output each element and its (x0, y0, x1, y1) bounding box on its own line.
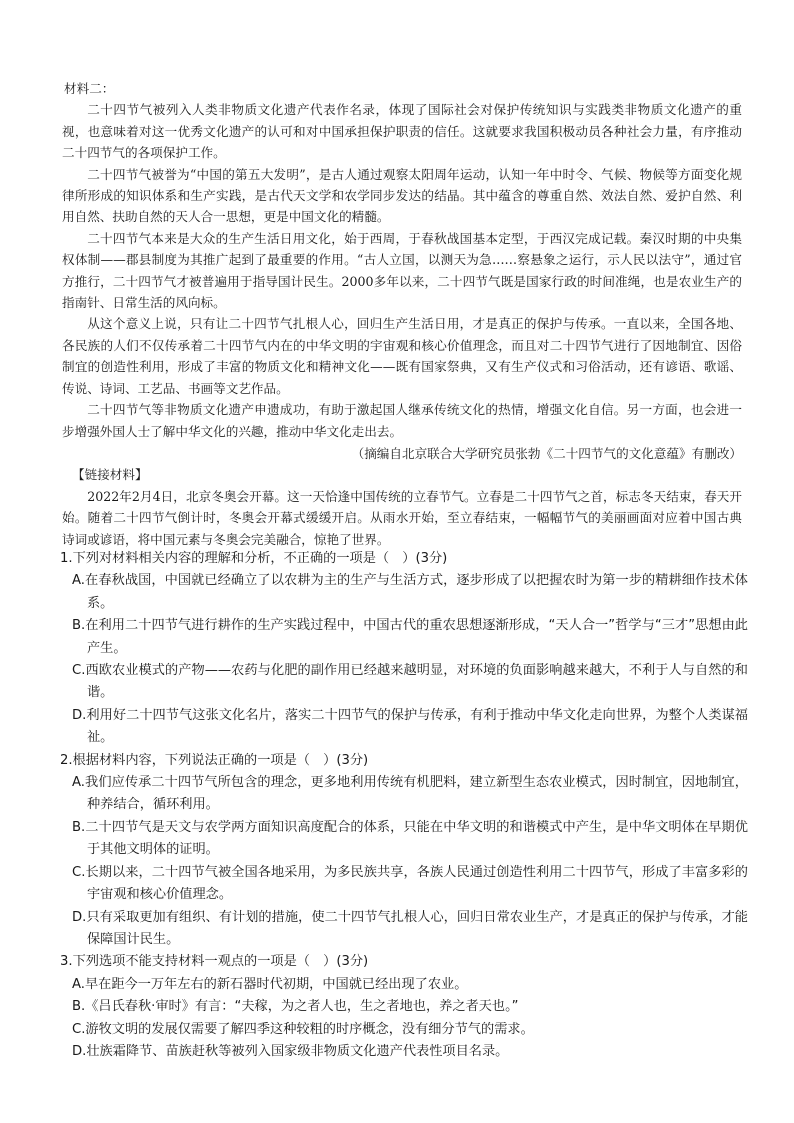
material-paragraph: 二十四节气本来是大众的生产生活日用文化，始于西周，于春秋战国基本定型，于西汉完成记载。秦汉时期的中央集权体制——郡县制度为其推广起到了最重要的作用。“古人立国，以测天为急……察悬象之运行，示人民以法守”，通过官方推行，二十四节气才被普遍用于指导国计民生。2000多年以来，二十四节气既是国家行政的时间准绳，也是农业生产的指南针、日常生活的风向标。 (62, 230, 742, 311)
option-c: C.游牧文明的发展仅需要了解四季这种较粗的时序概念，没有细分节气的需求。 (72, 1021, 534, 1037)
question-1 (60, 548, 748, 750)
option-c: C.长期以来，二十四节气被全国各地采用，为多民族共享，各族人民通过创造性利用二十四节气，形成了丰富多彩的宇宙观和核心价值理念。 (72, 864, 748, 903)
option-a: A.在春秋战国，中国就已经确立了以农耕为主的生产与生活方式，逐步形成了以把握农时为第一步的精耕细作技术体系。 (72, 573, 748, 611)
link-material-title: 【链接材料】 (72, 467, 148, 483)
material-paragraph: 二十四节气被誉为“中国的第五大发明”，是古人通过观察太阳周年运动，认知一年中时令、气候、物候等方面变化规律所形成的知识体系和生产实践，是古代天文学和农学同步发达的结晶。其中蕴含的尊重自然、效法自然、爱护自然、利用自然、扶助自然的天人合一思想，更是中国文化的精髓。 (62, 166, 742, 225)
option-d: D.利用好二十四节气这张文化名片，落实二十四节气的保护与传承，有利于推动中华文化走向世界，为整个人类谋福祉。 (72, 707, 748, 746)
question-stem: 3.下列选项不能支持材料一观点的一项是（ ）(3分) (60, 954, 369, 970)
option-b: B.二十四节气是天文与农学两方面知识高度配合的体系，只能在中华文明的和谐模式中产生，是中华文明体在早期优于其他文明体的证明。 (72, 819, 748, 858)
question-3 (60, 951, 748, 1063)
question-2 (60, 750, 748, 952)
question-stem: 2.根据材料内容，下列说法正确的一项是（ ）(3分) (60, 752, 369, 768)
option-b: B.在利用二十四节气进行耕作的生产实践过程中，中国古代的重农思想逐渐形成，“天人合一”哲学与“三才”思想由此产生。 (72, 618, 748, 656)
material-heading: 材料二： (64, 81, 115, 96)
reading-material (62, 78, 742, 550)
option-b: B.《吕氏春秋·审时》有言：“夫稼，为之者人也，生之者地也，养之者天也。” (72, 999, 519, 1015)
question-stem: 1.下列对材料相关内容的理解和分析，不正确的一项是（ ）(3分) (60, 551, 448, 566)
option-d: D.壮族霜降节、苗族赶秋等被列入国家级非物质文化遗产代表性项目名录。 (72, 1043, 509, 1059)
option-a: A.我们应传承二十四节气所包含的理念，更多地利用传统有机肥料，建立新型生态农业模式，因时制宜，因地制宜，种养结合，循环利用。 (72, 775, 748, 813)
material-paragraph: 从这个意义上说，只有让二十四节气扎根人心，回归生产生活日用，才是真正的保护与传承。一直以来，全国各地、各民族的人们不仅传承着二十四节气内在的中华文明的宇宙观和核心价值理念，而且对二十四节气进行了因地制宜、因俗制宜的创造性利用，形成了丰富的物质文化和精神文化——既有国家祭典，又有生产仪式和习俗活动，还有谚语、歌谣、传说、诗词、工艺品、书画等文艺作品。 (62, 316, 742, 396)
link-material-text: 2022年2月4日，北京冬奥会开幕。这一天恰逢中国传统的立春节气。立春是二十四节气之首，标志冬天结束，春天开始。随着二十四节气倒计时，冬奥会开幕式缓缓开启。从雨水开始，至立春结束，一幅幅节气的美丽画面对应着中国古典诗词或谚语，将中国元素与冬奥会完美融合，惊艳了世界。 (62, 488, 742, 547)
option-a: A.早在距今一万年左右的新石器时代初期，中国就已经出现了农业。 (72, 976, 468, 992)
material-source: （摘编自北京联合大学研究员张勃《二十四节气的文化意蕴》有删改） (351, 445, 742, 461)
material-paragraph: 二十四节气等非物质文化遗产申遗成功，有助于激起国人继承传统文化的热情，增强文化自信。另一方面，也会进一步增强外国人士了解中华文化的兴趣，推动中华文化走出去。 (62, 402, 742, 439)
material-paragraph: 二十四节气被列入人类非物质文化遗产代表作名录，体现了国际社会对保护传统知识与实践类非物质文化遗产的重视，也意味着对这一优秀文化遗产的认可和对中国承担保护职责的信任。这就要求我国积极动员各种社会力量，有序推动二十四节气的各项保护工作。 (62, 102, 742, 161)
question-list (60, 548, 748, 1063)
option-c: C.西欧农业模式的产物——农药与化肥的副作用已经越来越明显，对环境的负面影响越来越大，不利于人与自然的和谐。 (72, 663, 748, 701)
option-d: D.只有采取更加有组织、有计划的措施，使二十四节气扎根人心，回归日常农业生产，才是真正的保护与传承，才能保障国计民生。 (72, 909, 748, 947)
